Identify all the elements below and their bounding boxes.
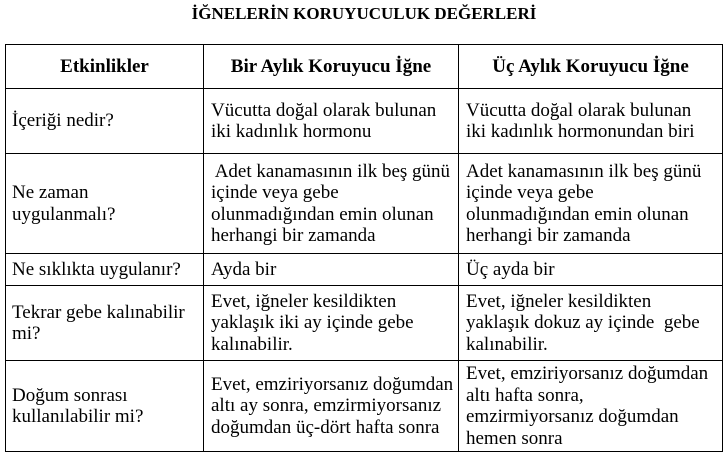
header-monthly-injection [204,45,459,89]
cell-line: Evet, emziriyorsanız doğumdan [211,373,454,395]
row-question-cell [6,361,204,452]
row-question-cell [6,286,204,361]
cell-line: Ne sıklıkta uygulanır? [12,258,181,280]
header-activities [6,45,204,89]
row-three-monthly-cell [459,89,723,154]
cell-line: olunmadığından emin olunan [211,203,434,225]
row-monthly-cell [204,361,459,452]
cell-line: iki kadınlık hormonundan biri [466,121,695,142]
cell-line: mi? [12,323,41,344]
cell-line: Ayda bir [211,258,277,280]
cell-line: Adet kanamasının ilk beş günü [211,160,451,182]
cell-line: iki kadınlık hormonu [211,121,372,142]
cell-line: uygulanmalı? [12,203,116,225]
cell-line: doğumdan üç-dört hafta sonra [211,416,440,438]
cell-line: herhangi bir zamanda [211,225,376,246]
cell-line: Doğum sonrası [12,384,128,406]
cell-line: Vücutta doğal olarak bulunan [211,99,437,121]
cell-line: içinde veya gebe [466,182,594,203]
header-label: Üç Aylık Koruyucu İğne [492,55,689,77]
cell-line: içinde veya gebe [211,182,339,203]
row-three-monthly-cell [459,286,723,361]
cell-line: kalınabilir. [466,333,548,355]
row-three-monthly-cell [459,154,723,254]
cell-line: İçeriği nedir? [12,110,114,132]
cell-line: altı ay sonra, emzirmiyorsanız [211,395,442,417]
row-question-cell [6,254,204,286]
cell-line: yaklaşık dokuz ay içinde gebe [466,312,700,334]
cell-line: Adet kanamasının ilk beş günü [466,160,702,182]
cell-line: Üç ayda bir [466,258,555,280]
cell-line: kalınabilir. [211,333,293,355]
cell-line: olunmadığından emin olunan [466,203,689,225]
cell-line: kullanılabilir mi? [12,406,144,427]
row-monthly-cell [204,89,459,154]
header-label: Bir Aylık Koruyucu İğne [230,55,432,77]
cell-line: yaklaşık iki ay içinde gebe [211,312,414,334]
cell-line: herhangi bir zamanda [466,225,631,246]
cell-line: Evet, iğneler kesildikten [211,290,397,312]
cell-line: hemen sonra [466,427,563,449]
cell-line: Vücutta doğal olarak bulunan [466,99,692,121]
row-monthly-cell [204,286,459,361]
row-monthly-cell [204,254,459,286]
cell-line: Ne zaman [12,182,89,203]
cell-line: Evet, iğneler kesildikten [466,290,652,312]
header-three-monthly-injection [459,45,723,89]
cell-line: Evet, emziriyorsanız doğumdan [466,363,709,384]
header-label: Etkinlikler [60,55,149,77]
cell-line: altı hafta sonra, [466,384,584,406]
document-title: İĞNELERİN KORUYUCULUK DEĞERLERİ [191,4,537,23]
injection-comparison-table [5,44,723,452]
row-three-monthly-cell [459,361,723,452]
cell-line: emzirmiyorsanız doğumdan [466,406,679,427]
row-three-monthly-cell [459,254,723,286]
row-monthly-cell [204,154,459,254]
cell-line: Tekrar gebe kalınabilir [12,301,185,323]
row-question-cell [6,154,204,254]
row-question-cell [6,89,204,154]
